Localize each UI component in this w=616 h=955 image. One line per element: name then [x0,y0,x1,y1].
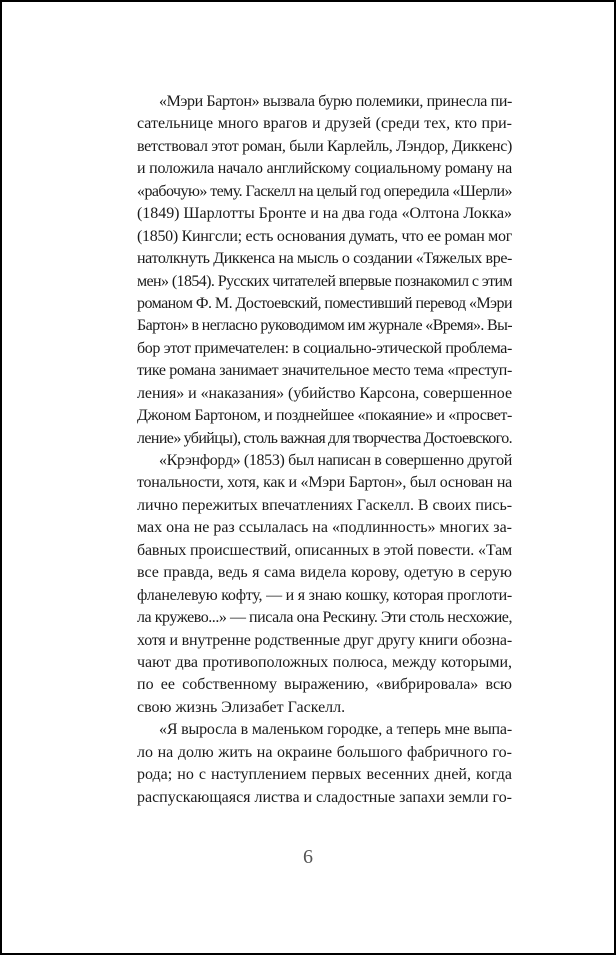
text-line-row [137,562,512,584]
text-line-row [137,674,512,696]
text-line-row [137,136,512,158]
text-line: бор этот примечателен: в социально-этической проблема- [137,339,512,357]
text-line-row [137,315,512,337]
text-line: ветствовал этот роман, были Карлейль, Лэндор, Диккенс) [137,137,512,155]
text-line: мах она не раз ссылалась на «подлинность» многих за- [137,519,512,537]
text-line: ления» и «наказания» (убийство Карсона, совершенное [137,384,512,402]
text-line: распускающаяся листва и сладостные запахи земли го- [137,788,512,806]
text-line-row [137,630,512,652]
text-line: лично пережитых впечатлениях Гаскелл. В своих пись- [137,496,512,514]
text-line: мен» (1854). Русских читателей впервые познакомил с этим [137,272,512,290]
text-line-row [137,338,512,360]
text-line: (1849) Шарлотты Бронте и на два года «Олтона Локка» [137,205,512,223]
text-line: хотя и внутренне родственные друг другу книги обозна- [137,631,512,649]
text-line-row [137,113,512,135]
text-line: Бартон» в негласно руководимом им журнале «Время». Вы- [137,317,512,335]
text-line-row [137,719,512,741]
text-line: «рабочую» тему. Гаскелл на целый год опередила «Шерли» [137,182,512,200]
text-line: «Крэнфорд» (1853) был написан в совершенно другой [159,452,512,469]
text-line: по ее собственному выражению, «вибрировала» всю [137,676,512,694]
text-line-row [137,495,512,517]
body-text [137,91,512,809]
text-line-row [137,91,512,113]
text-line-row [137,405,512,427]
text-line: рода; но с наступлением первых весенних дней, когда [137,766,512,784]
text-line: (1850) Кингсли; есть основания думать, что ее роман мог [137,227,512,245]
text-line-row [137,607,512,629]
text-line-row [137,472,512,494]
text-line: «Я выросла в маленьком городке, а теперь мне выпа- [159,721,512,739]
text-line: ление» убийцы), столь важная для творчества Достоевского. [137,429,512,447]
text-line-row [137,742,512,764]
text-line: все правда, ведь я сама видела корову, одетую в серую [137,564,512,582]
text-line: «Мэри Бартон» вызвала бурю полемики, принесла пи- [159,93,512,110]
text-line-row [137,383,512,405]
text-line-row [137,517,512,539]
text-line-row [137,585,512,607]
text-line: фланелевую кофту, — и я знаю кошку, которая проглоти- [137,586,512,604]
text-line-row [137,450,512,472]
text-line-row [137,271,512,293]
text-line-row [137,428,512,450]
text-line: тональности, хотя, как и «Мэри Бартон», был основан на [137,474,512,492]
text-line-row [137,540,512,562]
text-line-row [137,787,512,809]
page-number: 6 [303,846,313,868]
text-line: и положила начало английскому социальному роману на [137,160,512,178]
text-line: сательнице много врагов и друзей (среди тех, кто при- [137,115,512,133]
text-line-row [137,652,512,674]
text-line: бавных происшествий, описанных в этой повести. «Там [137,541,512,559]
text-line: тике романа занимает значительное место тема «преступ- [137,362,512,380]
text-line-row [137,203,512,225]
text-line-row [137,248,512,270]
text-line-row [137,697,512,719]
text-line-row [137,360,512,382]
text-line: чают два противоположных полюса, между которыми, [137,653,512,671]
text-line: ла кружево...» — писала она Рескину. Эти столь несхожие, [137,609,512,627]
text-line-row [137,226,512,248]
text-line: романом Ф. М. Достоевский, поместивший перевод «Мэри [137,294,512,312]
text-line: натолкнуть Диккенса на мысль о создании «Тяжелых вре- [137,250,512,268]
text-line-row [137,764,512,786]
text-line-row [137,293,512,315]
text-line-row [137,158,512,180]
text-line: свою жизнь Элизабет Гаскелл. [137,698,346,716]
text-line-row [137,181,512,203]
text-line: Джоном Бартоном, и позднейшее «покаяние» и «просвет- [137,407,512,425]
text-line: ло на долю жить на окраине большого фабричного го- [137,743,512,761]
